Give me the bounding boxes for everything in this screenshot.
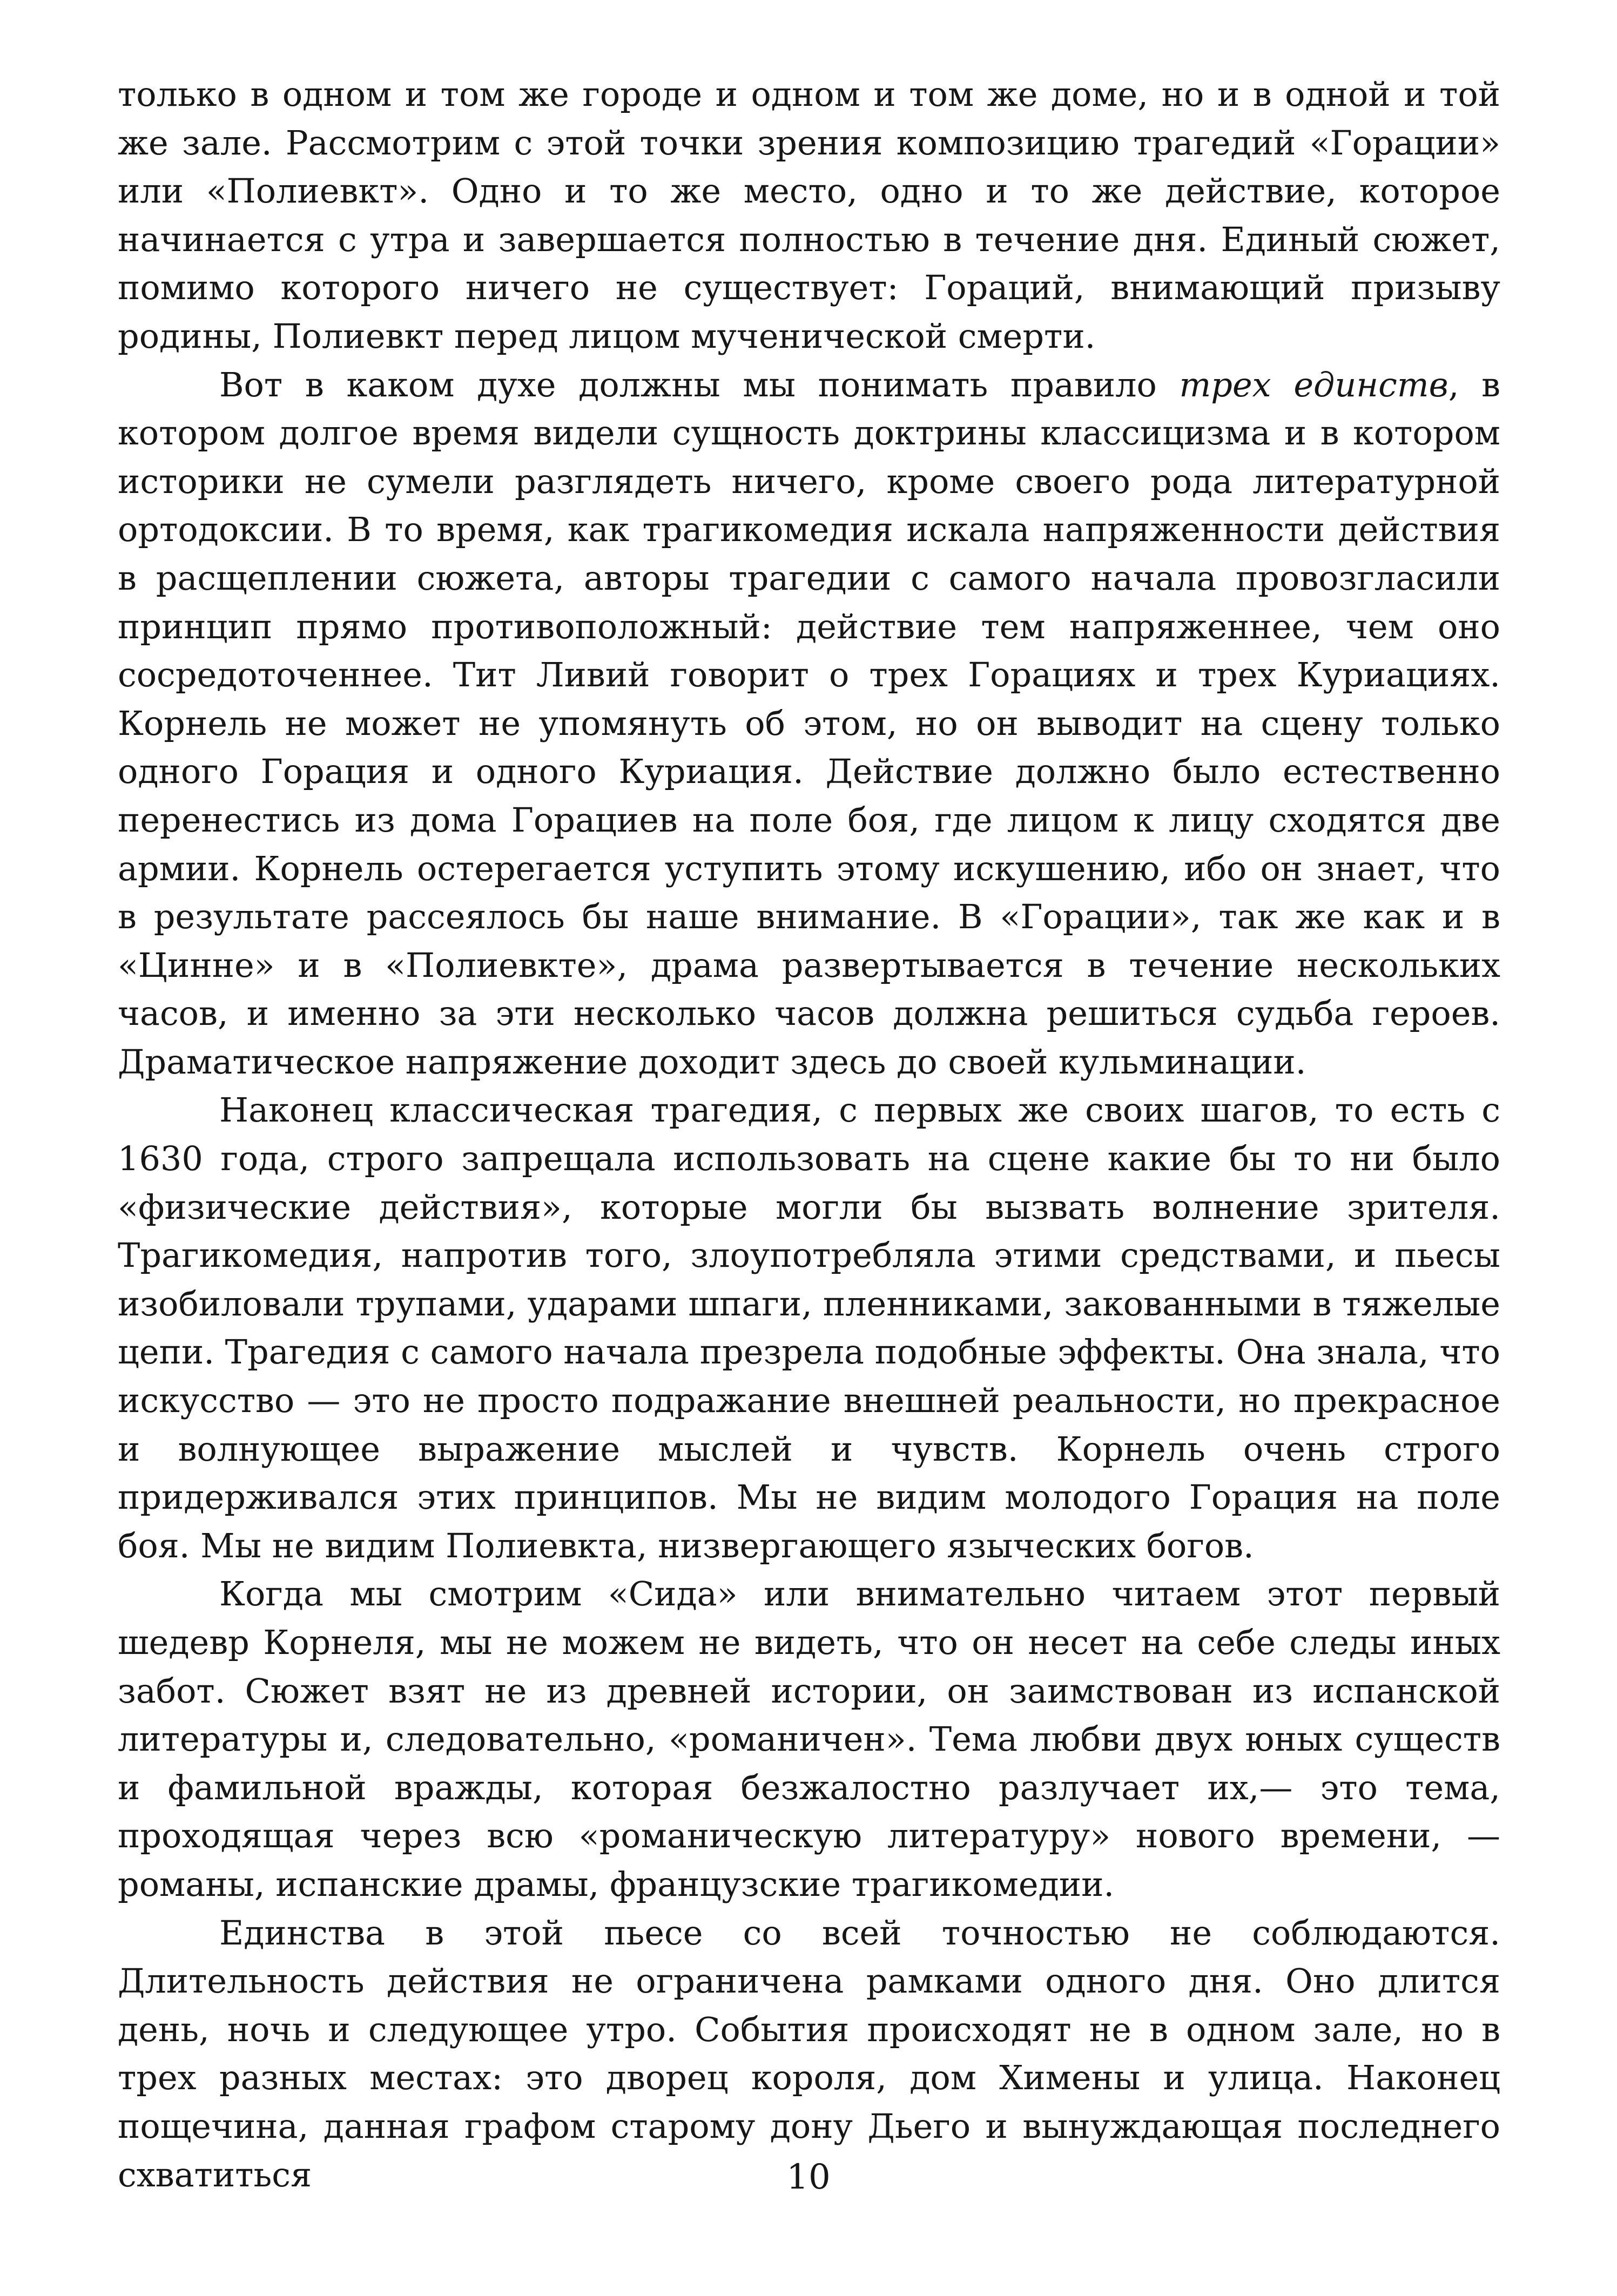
paragraph-5: Единства в этой пьесе со всей точностью не соблюдаются. Длительность действия не ограничена рамками одного дня. Оно длится день, ночь и следующее утро. События происходят не в одном зале, но в трех разных местах: это дворец короля, дом Химены и улица. Наконец пощечина, данная графом старому дону Дьего и вынуждающая последнего схватиться xyxy=(118,1913,1500,2194)
paragraph-1: только в одном и том же городе и одном и том же доме, но и в одной и той же зале. Рассмотрим с этой точки зрения композицию трагедий «Горации» или «Полиевкт». Одно и то же место, одно и то же действие, которое начинается с утра и завершается полностью в течение дня. Единый сюжет, помимо которого ничего не существует: Гораций, внимающий призыву родины, Полиевкт перед лицом мученической смерти. xyxy=(118,75,1500,356)
paragraph-2-text-after: , в котором долгое время видели сущность доктрины классицизма и в котором историки не сумели разглядеть ничего, кроме своего рода литературной ортодоксии. В то время, как трагикомедия искала напряженности действия в расщеплении сюжета, авторы трагедии с самого начала провозгласили принцип прямо противоположный: действие тем напряженнее, чем оно сосредоточеннее. Тит Ливий говорит о трех Горациях и трех Куриациях. Корнель не может не упомянуть об этом, но он выводит на сцену только одного Горация и одного Куриация. Действие должно было естественно перенестись из дома Горациев на поле боя, где лицом к лицу сходятся две армии. Корнель остерегается уступить этому искушению, ибо он знает, что в результате рассеялось бы наше внимание. В «Горации», так же как и в «Цинне» и в «Полиевкте», драма развертывается в течение нескольких часов, и именно за эти несколько часов должна решиться судьба героев. Драматическое напряжение доходит здесь до своей кульминации. xyxy=(118,364,1500,1082)
paragraph-3: Наконец классическая трагедия, с первых же своих шагов, то есть с 1630 года, строго запрещала использовать на сцене какие бы то ни было «физические действия», которые могли бы вызвать волнение зрителя. Трагикомедия, напротив того, злоупотребляла этими средствами, и пьесы изобиловали трупами, ударами шпаги, пленниками, закованными в тяжелые цепи. Трагедия с самого начала презрела подобные эффекты. Она знала, что искусство — это не просто подражание внешней реальности, но прекрасное и волнующее выражение мыслей и чувств. Корнель очень строго придерживался этих принципов. Мы не видим молодого Горация на поле боя. Мы не видим Полиевкта, низвергающего языческих богов. xyxy=(118,1090,1500,1565)
paragraph-4: Когда мы смотрим «Сида» или внимательно читаем этот первый шедевр Корнеля, мы не можем не видеть, что он несет на себе следы иных забот. Сюжет взят не из древней истории, он заимствован из испанской литературы и, следовательно, «романичен». Тема любви двух юных существ и фамильной вражды, которая безжалостно разлучает их,— это тема, проходящая через всю «романическую литературу» нового времени, — романы, испанские драмы, французские трагикомедии. xyxy=(118,1574,1500,1904)
paragraph-2 xyxy=(118,361,1500,1086)
page-number: 10 xyxy=(786,2157,831,2197)
emphasis-three-unities: трех единств xyxy=(1179,364,1448,404)
paragraph-2-text-before: Вот в каком духе должны мы понимать правило xyxy=(219,364,1180,404)
